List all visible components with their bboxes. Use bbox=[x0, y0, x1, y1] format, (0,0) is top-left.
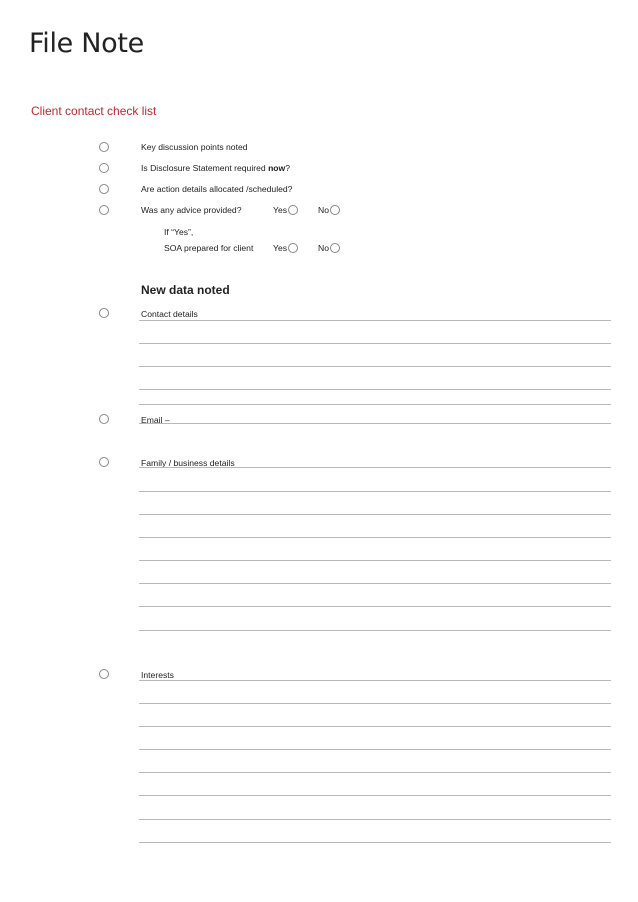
disclosure-radio[interactable] bbox=[99, 163, 109, 173]
interests-label: Interests bbox=[141, 670, 174, 680]
page-title: File Note bbox=[29, 28, 144, 59]
advice-yes-radio[interactable] bbox=[288, 205, 298, 215]
soa-no-label: No bbox=[318, 243, 329, 253]
family-line[interactable] bbox=[139, 560, 611, 561]
soa-label: SOA prepared for client bbox=[164, 243, 254, 253]
email-label: Email – bbox=[141, 415, 170, 425]
family-line[interactable] bbox=[139, 467, 611, 468]
advice-label: Was any advice provided? bbox=[141, 205, 242, 215]
contact-line[interactable] bbox=[139, 404, 611, 405]
interests-line[interactable] bbox=[139, 795, 611, 796]
soa-yes-radio[interactable] bbox=[288, 243, 298, 253]
checklist-subtitle: Client contact check list bbox=[31, 104, 157, 118]
advice-yes-label: Yes bbox=[273, 205, 288, 215]
soa-no-radio[interactable] bbox=[330, 243, 340, 253]
email-radio[interactable] bbox=[99, 414, 109, 424]
interests-line[interactable] bbox=[139, 680, 611, 681]
if-yes-label: If “Yes”, bbox=[164, 227, 194, 237]
family-line[interactable] bbox=[139, 630, 611, 631]
new-data-heading: New data noted bbox=[141, 283, 230, 297]
advice-radio[interactable] bbox=[99, 205, 109, 215]
family-line[interactable] bbox=[139, 491, 611, 492]
soa-no-option[interactable] bbox=[318, 243, 340, 253]
family-line[interactable] bbox=[139, 583, 611, 584]
key-points-label: Key discussion points noted bbox=[141, 142, 248, 152]
family-line[interactable] bbox=[139, 514, 611, 515]
family-radio[interactable] bbox=[99, 457, 109, 467]
advice-no-label: No bbox=[318, 205, 329, 215]
soa-yes-option[interactable] bbox=[273, 243, 298, 253]
interests-line[interactable] bbox=[139, 726, 611, 727]
contact-details-label: Contact details bbox=[141, 309, 198, 319]
action-details-radio[interactable] bbox=[99, 184, 109, 194]
advice-yes-option[interactable] bbox=[273, 205, 298, 215]
interests-line[interactable] bbox=[139, 703, 611, 704]
disclosure-text: Is Disclosure Statement required bbox=[141, 163, 269, 173]
interests-line[interactable] bbox=[139, 749, 611, 750]
contact-line[interactable] bbox=[139, 389, 611, 390]
interests-radio[interactable] bbox=[99, 669, 109, 679]
disclosure-label bbox=[141, 163, 290, 173]
soa-yes-label: Yes bbox=[273, 243, 288, 253]
contact-line[interactable] bbox=[139, 320, 611, 321]
disclosure-qmark: ? bbox=[285, 163, 291, 173]
interests-line[interactable] bbox=[139, 819, 611, 820]
interests-line[interactable] bbox=[139, 842, 611, 843]
interests-line[interactable] bbox=[139, 772, 611, 773]
action-details-label: Are action details allocated /scheduled? bbox=[141, 184, 293, 194]
contact-line[interactable] bbox=[139, 366, 611, 367]
disclosure-now: now bbox=[268, 163, 286, 173]
family-label: Family / business details bbox=[141, 458, 235, 468]
family-line[interactable] bbox=[139, 606, 611, 607]
email-line[interactable] bbox=[139, 423, 611, 424]
advice-no-option[interactable] bbox=[318, 205, 340, 215]
contact-line[interactable] bbox=[139, 343, 611, 344]
contact-details-radio[interactable] bbox=[99, 308, 109, 318]
family-line[interactable] bbox=[139, 537, 611, 538]
advice-no-radio[interactable] bbox=[330, 205, 340, 215]
key-points-radio[interactable] bbox=[99, 142, 109, 152]
